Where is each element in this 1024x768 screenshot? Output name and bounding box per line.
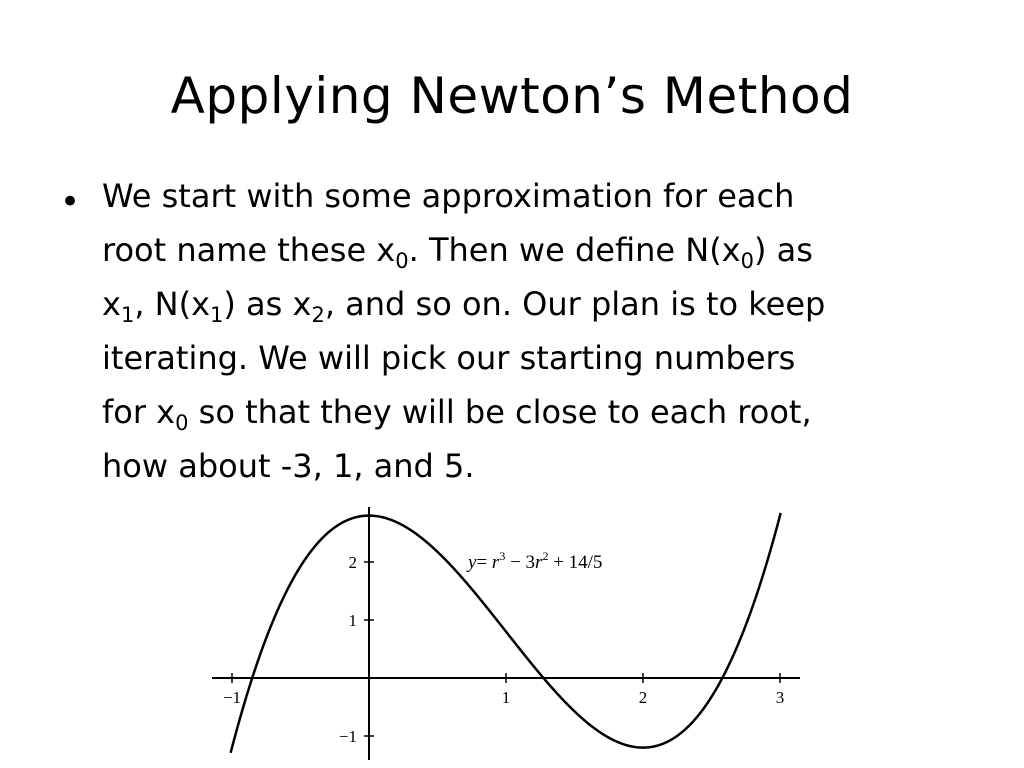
bullet-line [102,439,962,493]
y-tick-label: −1 [338,727,357,746]
subscript: 2 [311,303,325,327]
equation-annotation [466,549,602,573]
bullet-line [102,169,962,223]
text-run: root name these x [102,231,396,269]
y-tick-label: 1 [348,611,357,630]
text-run: for x [102,393,176,431]
text-run: ) as x [223,285,312,323]
text-run: iterating. We will pick our starting numbers [102,339,796,377]
subscript: 0 [740,249,754,273]
curve-line [231,513,781,753]
equation-exp2: 2 [542,549,549,563]
bullet-line [102,385,962,439]
equation-eq: = [476,552,492,573]
subscript: 1 [120,303,135,327]
subscript: 0 [395,249,409,273]
equation-exp1: 3 [499,549,506,563]
y-tick-label: 2 [348,553,357,572]
text-run: so that they will be close to each root, [188,393,812,431]
equation-var1: r [491,552,500,573]
bullet-symbol: • [60,182,81,222]
equation-minus: − 3 [505,552,536,573]
text-run: x [102,285,121,323]
subscript: 0 [175,411,189,435]
x-tick-label: 1 [501,688,511,707]
slide-title: Applying Newton’s Method [170,67,854,125]
x-tick-label: 3 [775,688,785,707]
text-run: , N(x [134,285,211,323]
subscript: 1 [210,303,224,327]
function-graph [200,505,820,765]
axis-ticks [223,553,784,746]
equation-lhs: y [468,552,477,573]
text-run: We start with some approximation for each [102,177,795,215]
bullet-line [102,277,962,331]
text-run: how about -3, 1, and 5. [102,447,475,485]
equation-var2: r [535,552,543,573]
x-tick-label: 2 [638,688,648,707]
equation-plus: + 14/5 [548,552,603,573]
bullet-line [102,223,962,277]
text-run: . Then we define N(x [408,231,741,269]
bullet-text [102,169,962,493]
bullet-line [102,331,962,385]
text-run: , and so on. Our plan is to keep [324,285,826,323]
text-run: ) as [753,231,813,269]
x-tick-label: −1 [222,688,242,707]
